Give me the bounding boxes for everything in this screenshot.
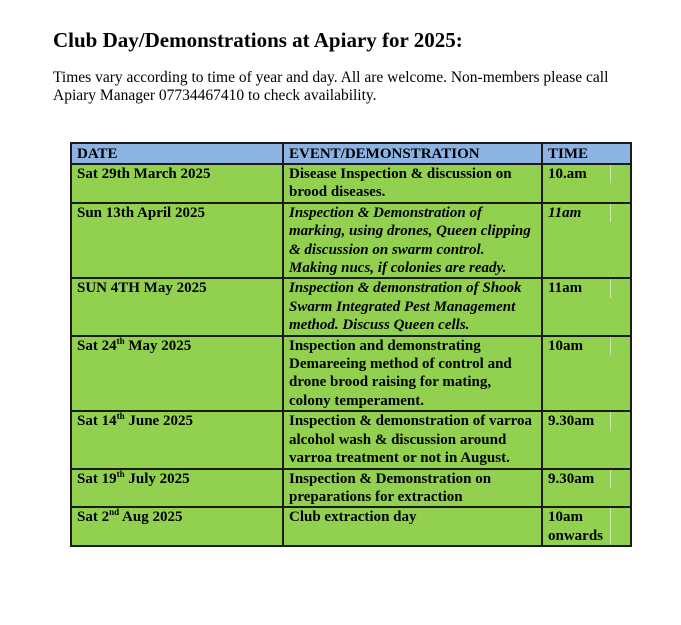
row-date-month: May 2025 (124, 337, 192, 354)
row-time-value: 10.am (548, 165, 611, 183)
row-date-ordinal: nd (109, 507, 120, 518)
row-time (542, 164, 631, 203)
row-event: Inspection & Demonstration of marking, using drones, Queen clipping & discussion on swarm control. Making nucs, if colonies are ready. (283, 203, 542, 279)
row-event: Inspection & demonstration of Shook Swarm Integrated Pest Management method. Discuss Queen cells. (283, 278, 542, 335)
row-time-value: 11am (548, 204, 611, 222)
row-time (542, 278, 631, 335)
table-header-row (71, 143, 631, 164)
row-time (542, 411, 631, 468)
row-date: Sat 29th March 2025 (71, 164, 283, 203)
row-event: Club extraction day (283, 507, 542, 546)
row-date-month: July 2025 (124, 470, 190, 487)
row-time-value: 10am onwards (548, 508, 611, 545)
row-time (542, 336, 631, 412)
row-date-month: Aug 2025 (119, 509, 183, 526)
table-row (71, 164, 631, 203)
row-time (542, 203, 631, 279)
row-date-day: Sat 24 (77, 337, 117, 354)
row-time-value: 9.30am (548, 412, 611, 430)
header-date: DATE (71, 143, 283, 164)
row-time-value: 9.30am (548, 470, 611, 488)
header-time: TIME (542, 143, 631, 164)
row-date: Sun 13th April 2025 (71, 203, 283, 279)
row-date-month: June 2025 (124, 413, 193, 430)
row-date-day: Sat 19 (77, 470, 117, 487)
row-date-ordinal: th (116, 468, 125, 479)
row-time (542, 507, 631, 546)
table-row (71, 507, 631, 546)
row-date-ordinal: th (116, 335, 125, 346)
row-time-value: 10am (548, 337, 611, 355)
row-event: Inspection and demonstrating Demareeing method of control and drone brood raising for mating, colony temperament. (283, 336, 542, 412)
table-row (71, 469, 631, 508)
row-event: Inspection & Demonstration on preparations for extraction (283, 469, 542, 508)
intro-text: Times vary according to time of year and day. All are welcome. Non-members please call Apiary Manager 07734467410 to check availability. (53, 69, 609, 104)
events-table (70, 142, 632, 547)
row-date (71, 469, 283, 508)
row-event: Inspection & demonstration of varroa alcohol wash & discussion around varroa treatment or not in August. (283, 411, 542, 468)
table-row (71, 278, 631, 335)
row-time (542, 469, 631, 508)
row-time-value: 11am (548, 279, 611, 297)
table-row (71, 336, 631, 412)
header-event: EVENT/DEMONSTRATION (283, 143, 542, 164)
row-date (71, 336, 283, 412)
row-date: SUN 4TH May 2025 (71, 278, 283, 335)
page-title: Club Day/Demonstrations at Apiary for 2025: (53, 28, 463, 52)
row-event: Disease Inspection & discussion on brood diseases. (283, 164, 542, 203)
table-row (71, 411, 631, 468)
row-date-day: Sat 2 (77, 509, 110, 526)
table-row (71, 203, 631, 279)
row-date (71, 507, 283, 546)
row-date-ordinal: th (116, 411, 125, 422)
row-date-day: Sat 14 (77, 413, 117, 430)
row-date (71, 411, 283, 468)
